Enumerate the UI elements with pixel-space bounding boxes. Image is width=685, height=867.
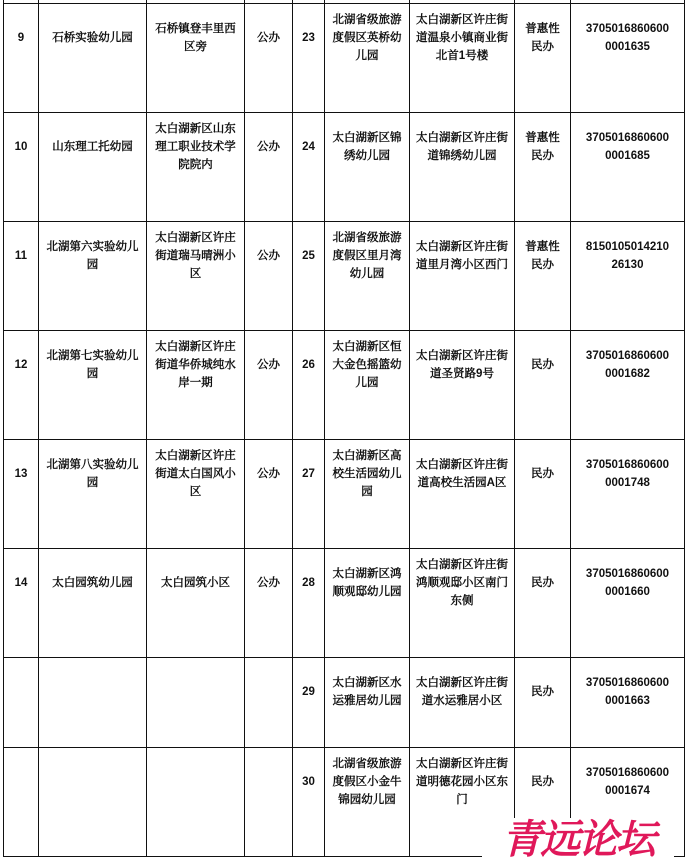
cell-right-address (410, 4, 515, 113)
cell-right-index (293, 113, 325, 222)
cell-right-index (293, 4, 325, 113)
right-address-text: 太白湖新区许庄街 道水运雅居小区 (416, 677, 508, 707)
left-type-text (245, 753, 292, 811)
left-address-text (147, 663, 244, 721)
left-name-text: 北湖第七实验幼儿 园 (46, 350, 139, 380)
cell-right-index (293, 331, 325, 440)
right-type-text: 普惠性 民办 (525, 132, 560, 162)
right-index-text: 24 (302, 141, 315, 153)
cell-right-address (410, 331, 515, 440)
cell-left-address (147, 748, 245, 857)
right-code-text: 3705016860600 0001635 (585, 23, 670, 53)
cell-left-name (39, 4, 147, 113)
cell-left-name (39, 748, 147, 857)
right-index-text: 26 (302, 359, 315, 371)
left-name-text: 石桥实验幼儿园 (52, 32, 133, 44)
right-type-text: 民办 (531, 359, 554, 371)
table-row (4, 331, 685, 440)
left-name-text (39, 663, 146, 721)
right-name-text: 太白湖新区鸿 顺观邸幼儿园 (332, 568, 402, 598)
left-type-text (245, 663, 292, 721)
table-row (4, 222, 685, 331)
cell-left-index (4, 222, 39, 331)
left-address-text: 石桥镇登丰里西 区旁 (155, 23, 236, 53)
cell-right-index (293, 658, 325, 748)
cell-right-name (325, 658, 410, 748)
right-address-text: 太白湖新区许庄街 道温泉小镇商业街 北首1号楼 (416, 14, 508, 62)
right-code-text: 3705016860600 0001674 (585, 767, 670, 797)
cell-right-name (325, 331, 410, 440)
cell-left-name (39, 658, 147, 748)
table-row (4, 440, 685, 549)
cell-left-index (4, 331, 39, 440)
left-index-text: 10 (14, 141, 28, 153)
right-type-text: 普惠性 民办 (525, 241, 560, 271)
cell-right-index (293, 440, 325, 549)
right-index-text: 29 (302, 686, 315, 698)
table-row (4, 658, 685, 748)
left-index-text: 12 (14, 359, 28, 371)
kindergarten-table (3, 0, 685, 857)
right-address-text: 太白湖新区许庄街 道锦绣幼儿园 (416, 132, 508, 162)
right-code-text: 3705016860600 0001685 (585, 132, 670, 162)
cell-left-name (39, 549, 147, 658)
cell-left-name (39, 440, 147, 549)
right-name-text: 北湖省级旅游 度假区里月湾 幼儿园 (332, 232, 402, 280)
right-index-text: 28 (302, 577, 315, 589)
cell-left-index (4, 113, 39, 222)
right-name-text: 太白湖新区水 运雅居幼儿园 (332, 677, 402, 707)
left-address-text: 太白湖新区许庄 街道华侨城纯水 岸一期 (155, 341, 236, 389)
left-name-text: 北湖第六实验幼儿 园 (46, 241, 139, 271)
cell-left-type (245, 222, 293, 331)
cell-left-index (4, 658, 39, 748)
right-code-text: 3705016860600 0001663 (585, 677, 670, 707)
left-index-text (4, 753, 38, 811)
cell-left-address (147, 440, 245, 549)
cell-left-name (39, 222, 147, 331)
left-type-text: 公办 (257, 359, 280, 371)
cell-right-type (515, 440, 571, 549)
right-type-text: 民办 (531, 686, 554, 698)
cell-right-type (515, 222, 571, 331)
right-index-text: 23 (302, 32, 315, 44)
cell-right-code (571, 113, 685, 222)
cell-right-code (571, 658, 685, 748)
cell-right-index (293, 748, 325, 857)
left-index-text: 11 (14, 250, 28, 262)
cell-right-type (515, 549, 571, 658)
cell-right-name (325, 4, 410, 113)
left-address-text: 太白湖新区许庄 街道太白国风小 区 (155, 450, 236, 498)
cell-left-type (245, 440, 293, 549)
cell-right-name (325, 748, 410, 857)
cell-right-type (515, 113, 571, 222)
watermark-logo: 青远论坛 (482, 818, 674, 862)
right-address-text: 太白湖新区许庄街 道里月湾小区西门 (416, 241, 508, 271)
cell-left-index (4, 4, 39, 113)
cell-right-code (571, 331, 685, 440)
right-name-text: 北湖省级旅游 度假区小金牛 锦园幼儿园 (332, 758, 402, 806)
right-code-text: 8150105014210 26130 (585, 241, 670, 271)
cell-right-code (571, 222, 685, 331)
cell-right-name (325, 549, 410, 658)
right-address-text: 太白湖新区许庄街 鸿顺观邸小区南门 东侧 (416, 559, 508, 607)
right-index-text: 25 (302, 250, 315, 262)
cell-left-name (39, 331, 147, 440)
left-address-text (147, 753, 244, 811)
cell-right-address (410, 658, 515, 748)
cell-right-address (410, 222, 515, 331)
right-address-text: 太白湖新区许庄街 道圣贤路9号 (416, 350, 508, 380)
right-name-text: 太白湖新区锦 绣幼儿园 (332, 132, 402, 162)
cell-left-index (4, 748, 39, 857)
left-name-text: 北湖第八实验幼儿 园 (46, 459, 139, 489)
cell-left-index (4, 549, 39, 658)
left-type-text: 公办 (257, 577, 280, 589)
cell-left-type (245, 549, 293, 658)
cell-left-type (245, 4, 293, 113)
cell-left-type (245, 113, 293, 222)
right-name-text: 北湖省级旅游 度假区英桥幼 儿园 (332, 14, 402, 62)
cell-left-address (147, 658, 245, 748)
right-address-text: 太白湖新区许庄街 道高校生活园A区 (416, 459, 508, 489)
cell-left-index (4, 440, 39, 549)
cell-left-address (147, 549, 245, 658)
right-code-text: 3705016860600 0001748 (585, 459, 670, 489)
left-address-text: 太白湖新区山东 理工职业技术学 院院内 (155, 123, 236, 171)
table-row (4, 113, 685, 222)
cell-left-type (245, 331, 293, 440)
cell-left-address (147, 331, 245, 440)
cell-left-address (147, 222, 245, 331)
right-type-text: 民办 (531, 577, 554, 589)
left-type-text: 公办 (257, 468, 280, 480)
cell-right-index (293, 549, 325, 658)
left-index-text: 13 (14, 468, 28, 480)
left-type-text: 公办 (257, 250, 280, 262)
cell-left-type (245, 658, 293, 748)
right-index-text: 27 (302, 468, 315, 480)
cell-left-name (39, 113, 147, 222)
right-index-text: 30 (302, 776, 315, 788)
left-index-text: 9 (17, 32, 25, 44)
cell-right-code (571, 440, 685, 549)
cell-right-type (515, 658, 571, 748)
cell-right-address (410, 549, 515, 658)
cell-left-address (147, 4, 245, 113)
left-type-text: 公办 (257, 32, 280, 44)
left-type-text: 公办 (257, 141, 280, 153)
right-address-text: 太白湖新区许庄街 道明德花园小区东 门 (416, 758, 508, 806)
right-name-text: 太白湖新区恒 大金色摇篮幼 儿园 (332, 341, 402, 389)
table-row (4, 4, 685, 113)
cell-right-index (293, 222, 325, 331)
cell-right-name (325, 113, 410, 222)
cell-right-code (571, 4, 685, 113)
cell-left-type (245, 748, 293, 857)
right-type-text: 民办 (531, 468, 554, 480)
left-index-text: 14 (14, 577, 28, 589)
right-code-text: 3705016860600 0001660 (585, 568, 670, 598)
left-name-text (39, 753, 146, 811)
left-address-text: 太白园筑小区 (161, 577, 230, 589)
cell-right-address (410, 113, 515, 222)
left-index-text (4, 663, 38, 721)
cell-right-address (410, 440, 515, 549)
cell-left-address (147, 113, 245, 222)
right-name-text: 太白湖新区高 校生活园幼儿 园 (332, 450, 402, 498)
right-type-text: 民办 (531, 776, 554, 788)
right-type-text: 普惠性 民办 (525, 23, 560, 53)
table-row (4, 549, 685, 658)
left-address-text: 太白湖新区许庄 街道瑞马晴洲小 区 (155, 232, 236, 280)
right-code-text: 3705016860600 0001682 (585, 350, 670, 380)
cell-right-code (571, 549, 685, 658)
cell-right-type (515, 331, 571, 440)
cell-right-name (325, 440, 410, 549)
cell-right-type (515, 4, 571, 113)
left-name-text: 山东理工托幼园 (52, 141, 133, 153)
left-name-text: 太白园筑幼儿园 (52, 577, 133, 589)
cell-right-name (325, 222, 410, 331)
